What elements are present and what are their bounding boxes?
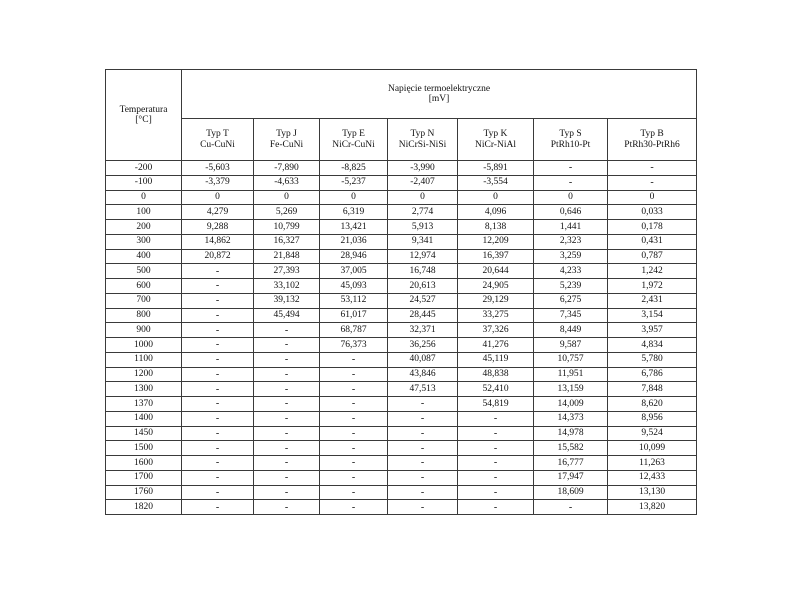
temperature-cell: 900 [106,323,182,338]
voltage-cell: - [320,426,388,441]
voltage-cell: 12,209 [458,234,534,249]
type-material: Cu-CuNi [200,139,235,150]
voltage-cell: 28,946 [320,249,388,264]
temperature-cell: 600 [106,279,182,294]
voltage-cell: - [534,161,608,176]
voltage-cell: 45,119 [458,352,534,367]
voltage-cell: 20,644 [458,264,534,279]
type-name: Typ T [206,129,229,140]
voltage-cell: - [458,426,534,441]
voltage-cell: - [182,264,254,279]
voltage-cell: 15,582 [534,441,608,456]
temperature-cell: 0 [106,190,182,205]
table-row [106,220,697,235]
voltage-cell: - [254,485,320,500]
voltage-cell: - [458,456,534,471]
table-row [106,426,697,441]
voltage-cell: 61,017 [320,308,388,323]
type-name: Typ B [640,129,664,140]
voltage-cell: - [388,426,458,441]
voltage-cell: 4,834 [608,338,697,353]
voltage-cell: - [534,500,608,515]
type-material: Fe-CuNi [269,139,304,150]
voltage-cell: 36,256 [388,338,458,353]
voltage-cell: - [182,470,254,485]
temperature-cell: 200 [106,220,182,235]
table-row [106,190,697,205]
type-name: Typ S [559,129,582,140]
voltage-cell: - [458,470,534,485]
voltage-cell: 20,872 [182,249,254,264]
type-name: Typ E [342,129,365,140]
voltage-cell: - [320,456,388,471]
voltage-cell: 9,587 [534,338,608,353]
voltage-cell: 16,777 [534,456,608,471]
table-row [106,367,697,382]
voltage-cell: -3,554 [458,175,534,190]
voltage-cell: 53,112 [320,293,388,308]
voltage-cell: 37,326 [458,323,534,338]
table-row [106,397,697,412]
voltage-cell: - [182,382,254,397]
voltage-cell: -5,603 [182,161,254,176]
table-row [106,161,697,176]
table-row [106,234,697,249]
voltage-cell: - [388,441,458,456]
voltage-cell: 16,327 [254,234,320,249]
type-material: PtRh30-PtRh6 [624,139,680,150]
voltage-cell: 54,819 [458,397,534,412]
voltage-cell: 5,913 [388,220,458,235]
voltage-cell: -5,891 [458,161,534,176]
voltage-cell: 9,524 [608,426,697,441]
voltage-cell: 11,951 [534,367,608,382]
voltage-cell: - [182,352,254,367]
voltage-cell: -3,379 [182,175,254,190]
voltage-cell: -5,237 [320,175,388,190]
temperature-cell: 300 [106,234,182,249]
table-row [106,279,697,294]
voltage-cell: - [388,485,458,500]
voltage-cell: - [608,175,697,190]
voltage-cell: 40,087 [388,352,458,367]
voltage-cell: 47,513 [388,382,458,397]
temperature-cell: -100 [106,175,182,190]
voltage-cell: - [182,293,254,308]
table-row [106,293,697,308]
voltage-cell: 2,323 [534,234,608,249]
voltage-cell: 24,527 [388,293,458,308]
voltage-cell: - [182,397,254,412]
voltage-header-unit: [mV] [428,94,450,104]
type-header-cell [254,119,320,161]
voltage-cell: 68,787 [320,323,388,338]
table-row [106,249,697,264]
voltage-cell: 41,276 [458,338,534,353]
voltage-cell: 9,341 [388,234,458,249]
voltage-cell: - [182,308,254,323]
table-row [106,205,697,220]
temperature-cell: 700 [106,293,182,308]
voltage-cell: 10,799 [254,220,320,235]
table-body [106,161,697,515]
voltage-cell: - [320,500,388,515]
voltage-cell: 18,609 [534,485,608,500]
voltage-cell: - [254,411,320,426]
voltage-cell: 20,613 [388,279,458,294]
voltage-cell: 12,433 [608,470,697,485]
type-header-cell [182,119,254,161]
voltage-cell: 17,947 [534,470,608,485]
voltage-cell: - [182,338,254,353]
type-material: NiCr-CuNi [332,139,375,150]
voltage-cell: 0,033 [608,205,697,220]
voltage-cell: - [320,382,388,397]
voltage-cell: 14,862 [182,234,254,249]
voltage-cell: 8,449 [534,323,608,338]
voltage-cell: 7,848 [608,382,697,397]
temperature-header [106,70,182,161]
table-row [106,175,697,190]
voltage-cell: 13,159 [534,382,608,397]
voltage-cell: 13,130 [608,485,697,500]
voltage-cell: - [320,367,388,382]
voltage-cell: 0,646 [534,205,608,220]
voltage-cell: 4,096 [458,205,534,220]
type-header-cell [388,119,458,161]
voltage-cell: 21,036 [320,234,388,249]
temperature-cell: 1300 [106,382,182,397]
voltage-cell: 39,132 [254,293,320,308]
voltage-cell: 14,009 [534,397,608,412]
voltage-cell: 48,838 [458,367,534,382]
temperature-header-label: Temperatura [119,104,168,115]
temperature-cell: 100 [106,205,182,220]
voltage-cell: -4,633 [254,175,320,190]
voltage-cell: - [254,367,320,382]
voltage-cell: 12,974 [388,249,458,264]
voltage-cell: 16,748 [388,264,458,279]
temperature-cell: 1450 [106,426,182,441]
temperature-cell: 1200 [106,367,182,382]
voltage-cell: - [182,456,254,471]
table-row [106,411,697,426]
voltage-cell: 3,259 [534,249,608,264]
voltage-cell: 29,129 [458,293,534,308]
temperature-cell: 1400 [106,411,182,426]
voltage-cell: 24,905 [458,279,534,294]
voltage-cell: 0 [182,190,254,205]
voltage-cell: 1,972 [608,279,697,294]
voltage-cell: - [254,338,320,353]
voltage-cell: 1,441 [534,220,608,235]
temperature-cell: 1370 [106,397,182,412]
type-name: Typ J [276,129,297,140]
voltage-cell: - [182,411,254,426]
type-header-row [106,119,697,161]
voltage-cell: 6,275 [534,293,608,308]
voltage-cell: 11,263 [608,456,697,471]
voltage-cell: 3,154 [608,308,697,323]
voltage-cell: - [182,441,254,456]
voltage-cell: - [388,456,458,471]
voltage-cell: 14,978 [534,426,608,441]
temperature-header-unit: [°C] [135,115,152,125]
voltage-cell: 33,102 [254,279,320,294]
voltage-cell: - [182,500,254,515]
voltage-cell: 7,345 [534,308,608,323]
voltage-cell: - [254,382,320,397]
type-header-cell [534,119,608,161]
voltage-cell: 9,288 [182,220,254,235]
voltage-cell: - [182,485,254,500]
voltage-cell: 33,275 [458,308,534,323]
table-row [106,264,697,279]
table-row [106,456,697,471]
voltage-cell: - [182,426,254,441]
voltage-cell: - [388,397,458,412]
voltage-cell: - [254,500,320,515]
voltage-cell: - [388,470,458,485]
table-row [106,323,697,338]
table-row [106,500,697,515]
voltage-cell: 45,494 [254,308,320,323]
voltage-cell: - [458,500,534,515]
voltage-cell: 5,269 [254,205,320,220]
table-row [106,308,697,323]
voltage-cell: - [254,426,320,441]
voltage-cell: 28,445 [388,308,458,323]
voltage-cell: 13,421 [320,220,388,235]
type-material: NiCr-NiAl [475,139,516,150]
type-name: Typ N [410,129,435,140]
voltage-cell: 52,410 [458,382,534,397]
voltage-cell: 0,178 [608,220,697,235]
table-row [106,485,697,500]
voltage-cell: 14,373 [534,411,608,426]
voltage-cell: 4,279 [182,205,254,220]
temperature-cell: 800 [106,308,182,323]
temperature-cell: 1500 [106,441,182,456]
voltage-cell: -7,890 [254,161,320,176]
voltage-cell: 8,620 [608,397,697,412]
type-header-cell [458,119,534,161]
voltage-header [182,70,697,119]
thermocouple-voltage-table [105,69,697,515]
voltage-cell: 2,774 [388,205,458,220]
voltage-cell: 10,099 [608,441,697,456]
voltage-cell: 32,371 [388,323,458,338]
voltage-cell: 10,757 [534,352,608,367]
voltage-cell: 1,242 [608,264,697,279]
voltage-cell: 45,093 [320,279,388,294]
temperature-cell: 1700 [106,470,182,485]
type-material: PtRh10-Pt [550,139,591,150]
voltage-cell: 6,319 [320,205,388,220]
voltage-cell: 0 [254,190,320,205]
temperature-cell: 1600 [106,456,182,471]
temperature-cell: 1000 [106,338,182,353]
voltage-cell: 43,846 [388,367,458,382]
voltage-cell: - [458,441,534,456]
voltage-cell: 16,397 [458,249,534,264]
voltage-cell: - [254,352,320,367]
temperature-cell: 500 [106,264,182,279]
table-row [106,470,697,485]
table-row [106,338,697,353]
voltage-cell: - [388,500,458,515]
voltage-cell: - [254,441,320,456]
temperature-cell: 1820 [106,500,182,515]
voltage-cell: 0 [320,190,388,205]
voltage-cell: 6,786 [608,367,697,382]
voltage-cell: - [182,279,254,294]
voltage-cell: - [320,441,388,456]
voltage-cell: 0 [534,190,608,205]
table-row [106,352,697,367]
type-header-cell [320,119,388,161]
voltage-cell: - [320,397,388,412]
voltage-cell: - [608,161,697,176]
voltage-cell: 8,956 [608,411,697,426]
type-header-cell [608,119,697,161]
table-row [106,382,697,397]
voltage-cell: 5,239 [534,279,608,294]
voltage-cell: - [254,470,320,485]
voltage-cell: 4,233 [534,264,608,279]
voltage-cell: 5,780 [608,352,697,367]
voltage-cell: 0 [608,190,697,205]
voltage-cell: 13,820 [608,500,697,515]
voltage-cell: 0,787 [608,249,697,264]
voltage-cell: -2,407 [388,175,458,190]
voltage-cell: - [458,411,534,426]
voltage-cell: - [320,470,388,485]
voltage-cell: -3,990 [388,161,458,176]
temperature-cell: 1100 [106,352,182,367]
voltage-cell: - [254,397,320,412]
voltage-cell: 0 [458,190,534,205]
voltage-cell: - [182,367,254,382]
voltage-cell: - [320,352,388,367]
table-row [106,441,697,456]
voltage-cell: 37,005 [320,264,388,279]
voltage-cell: 21,848 [254,249,320,264]
temperature-cell: -200 [106,161,182,176]
voltage-cell: - [534,175,608,190]
voltage-header-label: Napięcie termoelektryczne [387,83,491,94]
voltage-cell: 2,431 [608,293,697,308]
voltage-cell: - [388,411,458,426]
voltage-cell: -8,825 [320,161,388,176]
voltage-cell: - [254,456,320,471]
voltage-cell: - [458,485,534,500]
voltage-cell: - [254,323,320,338]
type-material: NiCrSi-NiSi [398,139,447,150]
voltage-cell: 0,431 [608,234,697,249]
voltage-cell: 0 [388,190,458,205]
type-name: Typ K [483,129,508,140]
voltage-cell: 3,957 [608,323,697,338]
voltage-cell: 8,138 [458,220,534,235]
temperature-cell: 400 [106,249,182,264]
voltage-cell: - [320,411,388,426]
temperature-cell: 1760 [106,485,182,500]
voltage-cell: 27,393 [254,264,320,279]
voltage-cell: - [320,485,388,500]
voltage-cell: 76,373 [320,338,388,353]
voltage-cell: - [182,323,254,338]
